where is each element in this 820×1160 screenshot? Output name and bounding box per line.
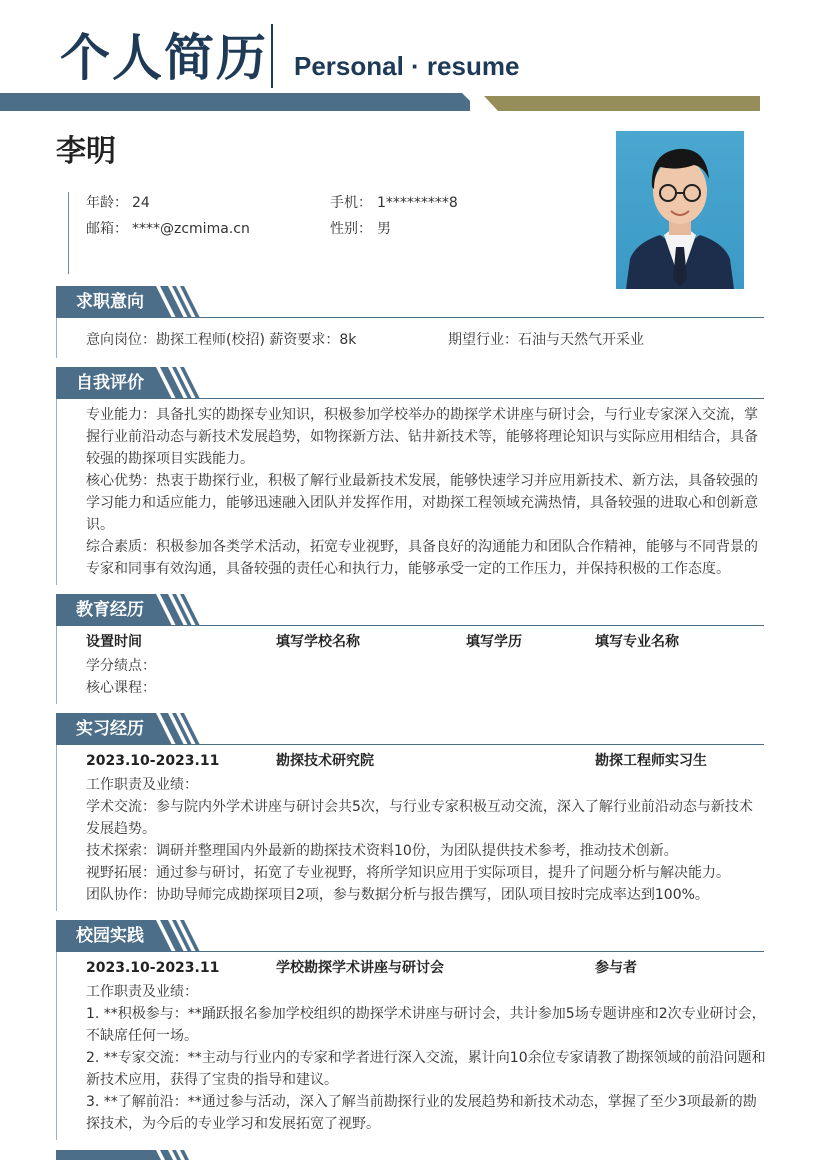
edu-time: 设置时间 bbox=[86, 634, 142, 650]
campus-item: 1. **积极参与：**踊跃报名参加学校组织的勘探学术讲座与研讨会，共计参加5场专题讲座和2次专业研讨会，不缺席任何一场。 bbox=[86, 1006, 766, 1044]
intern-item: 团队协作：协助导师完成勘探项目2项，参与数据分析与报告撰写，团队项目按时完成率达到100%。 bbox=[86, 887, 709, 903]
phone-label: 手机： bbox=[330, 195, 372, 211]
campus-org: 学校勘探学术讲座与研讨会 bbox=[276, 960, 444, 976]
campus-role: 参与者 bbox=[595, 960, 637, 976]
edu-major: 填写专业名称 bbox=[595, 634, 679, 650]
intern-time: 2023.10-2023.11 bbox=[86, 753, 220, 769]
phone-value: 1*********8 bbox=[377, 195, 458, 211]
email-label: 邮箱： bbox=[86, 221, 128, 237]
header-stripes-icon bbox=[160, 920, 204, 952]
self-eval-paragraph: 综合素质：积极参加各类学术活动，拓宽专业视野，具备良好的沟通能力和团队合作精神，能够与不同背景的专家和同事有效沟通，具备较强的责任心和执行力，能够承受一定的工作压力，并保持积极的工作态度。 bbox=[86, 539, 758, 577]
section-title-self-eval: 自我评价 bbox=[76, 373, 144, 393]
edu-degree: 填写学历 bbox=[466, 634, 522, 650]
header-band-gold bbox=[484, 96, 760, 111]
avatar-illustration bbox=[616, 131, 744, 289]
self-eval-paragraph: 核心优势：热衷于勘探行业，积极了解行业最新技术发展，能够快速学习并应用新技术、新方法，具备较强的学习能力和适应能力，能够迅速融入团队并发挥作用，对勘探工程领域充满热情，具备较强的进取心和创新意识。 bbox=[86, 473, 758, 533]
header-stripes-icon bbox=[160, 367, 204, 399]
gender-value: 男 bbox=[377, 221, 391, 237]
email-value: ****@zcmima.cn bbox=[132, 221, 250, 237]
edu-gpa-label: 学分绩点： bbox=[86, 658, 156, 674]
title-divider bbox=[271, 24, 273, 88]
header-band-blue bbox=[0, 93, 470, 111]
intern-item: 视野拓展：通过参与研讨，拓宽了专业视野，将所学知识应用于实际项目，提升了问题分析与解决能力。 bbox=[86, 865, 730, 881]
section-header-intention bbox=[56, 286, 764, 318]
section-title-internship: 实习经历 bbox=[76, 719, 144, 739]
intern-role: 勘探工程师实习生 bbox=[595, 753, 707, 769]
intern-item: 技术探索：调研并整理国内外最新的勘探技术资料10份，为团队提供技术参考，推动技术创新。 bbox=[86, 843, 678, 859]
resume-subtitle: Personal · resume bbox=[294, 51, 520, 81]
header-stripes-icon bbox=[160, 594, 204, 626]
campus-time: 2023.10-2023.11 bbox=[86, 960, 220, 976]
campus-duty-label: 工作职责及业绩： bbox=[86, 984, 198, 1000]
section-title-intention: 求职意向 bbox=[76, 292, 144, 312]
section-header-self-eval bbox=[56, 367, 764, 399]
gender-label: 性别： bbox=[330, 221, 372, 237]
section-header-next bbox=[56, 1150, 764, 1160]
edu-school: 填写学校名称 bbox=[276, 634, 360, 650]
intention-position: 意向岗位：勘探工程师(校招) 薪资要求：8k bbox=[86, 332, 357, 348]
intern-duty-label: 工作职责及业绩： bbox=[86, 777, 198, 793]
header-stripes-icon bbox=[160, 286, 204, 318]
section-header-internship bbox=[56, 713, 764, 745]
intention-industry: 期望行业：石油与天然气开采业 bbox=[448, 332, 644, 348]
profile-photo bbox=[616, 131, 744, 289]
section-header-education bbox=[56, 594, 764, 626]
info-divider bbox=[68, 192, 69, 274]
campus-item: 2. **专家交流：**主动与行业内的专家和学者进行深入交流，累计向10余位专家请教了勘探领域的前沿问题和新技术应用，获得了宝贵的指导和建议。 bbox=[86, 1050, 766, 1088]
intern-org: 勘探技术研究院 bbox=[276, 753, 374, 769]
section-title-campus: 校园实践 bbox=[76, 926, 144, 946]
age-label: 年龄： bbox=[86, 195, 128, 211]
edu-courses-label: 核心课程： bbox=[86, 680, 156, 696]
resume-title: 个人简历 bbox=[60, 29, 268, 87]
section-title-education: 教育经历 bbox=[76, 600, 144, 620]
header-stripes-icon bbox=[160, 713, 204, 745]
age-value: 24 bbox=[132, 195, 150, 211]
self-eval-paragraph: 专业能力：具备扎实的勘探专业知识，积极参加学校举办的勘探学术讲座与研讨会，与行业专家深入交流，掌握行业前沿动态与新技术发展趋势，如物探新方法、钻井新技术等，能够将理论知识与实际应用相结合，具备较强的勘探项目实践能力。 bbox=[86, 407, 758, 467]
header-stripes-icon bbox=[160, 1150, 204, 1160]
candidate-name: 李明 bbox=[56, 134, 116, 169]
campus-item: 3. **了解前沿：**通过参与活动，深入了解当前勘探行业的发展趋势和新技术动态，掌握了至少3项最新的勘探技术，为今后的专业学习和发展拓宽了视野。 bbox=[86, 1094, 757, 1132]
intern-item: 学术交流：参与院内外学术讲座与研讨会共5次，与行业专家积极互动交流，深入了解行业前沿动态与新技术发展趋势。 bbox=[86, 799, 753, 837]
section-header-campus bbox=[56, 920, 764, 952]
